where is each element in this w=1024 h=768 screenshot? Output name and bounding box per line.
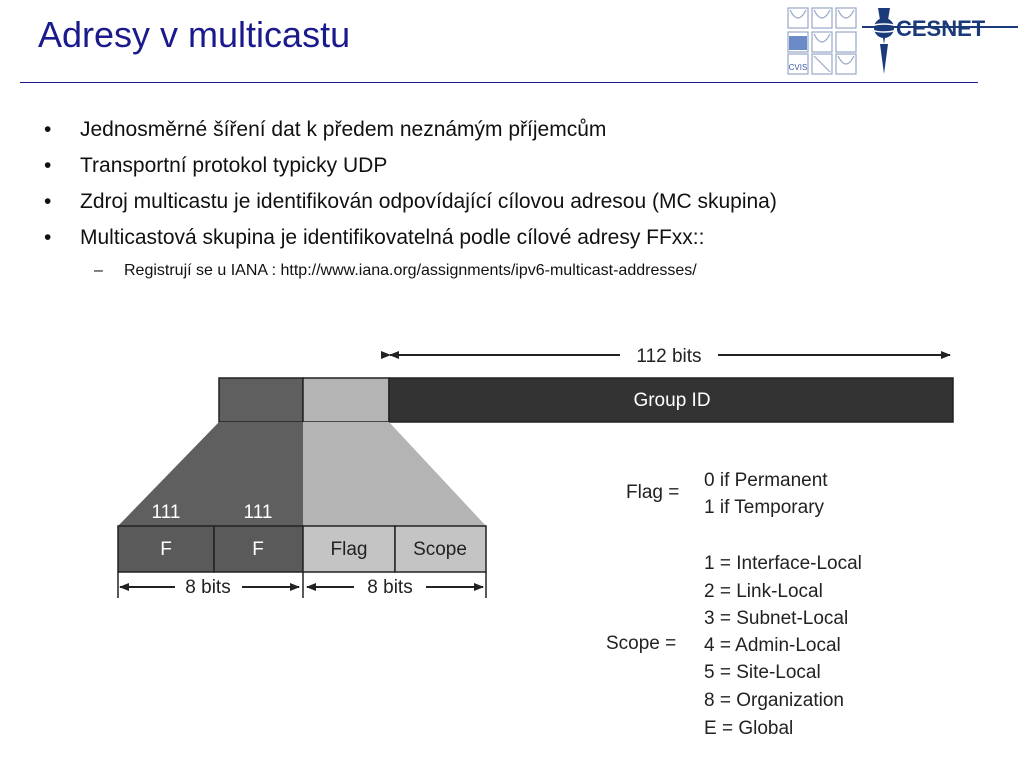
bits-label-111: 111 [151,502,181,523]
scope-value: 3 = Subnet-Local [704,608,849,629]
scope-value: 1 = Interface-Local [704,553,862,574]
bullet-text: Transportní protokol typicky UDP [80,154,388,177]
ff-segment [219,378,303,422]
scope-legend-label: Scope = [606,633,677,654]
cesnet-logo-text: CESNET [896,16,986,41]
bullet-list [40,116,777,260]
bits-label-111: 111 [243,502,273,523]
cvis-logo-text: CVIS [788,63,808,72]
scope-value: 5 = Site-Local [704,662,821,683]
scope-value: 2 = Link-Local [704,581,823,602]
bullet-item [40,224,777,252]
group-id-label: Group ID [633,390,711,411]
cvis-logo [786,6,858,76]
ff-expansion [118,422,303,526]
sub-bullet-text: Registrují se u IANA : http://www.iana.org/assignments/ipv6-multicast-addresses/ [124,262,697,279]
bullet-text: Jednosměrné šíření dat k předem neznámým příjemcům [80,118,607,141]
bullet-item [40,188,777,216]
cesnet-logo [862,4,1018,76]
scope-value: 4 = Admin-Local [704,635,841,656]
page-title: Adresy v multicastu [38,14,351,55]
field-f-label: F [160,539,172,560]
sub-bullet [94,262,697,280]
field-scope-label: Scope [413,539,467,560]
sub-bullet-marker: – [94,262,103,279]
bullet-marker: • [44,190,52,213]
flag-value: 1 if Temporary [704,497,825,518]
right-span-label: 8 bits [367,577,413,598]
flag-scope-segment [303,378,389,422]
multicast-address-diagram [0,330,1024,760]
field-flag-label: Flag [330,539,368,560]
bullet-marker: • [44,226,52,249]
scope-value: E = Global [704,718,794,739]
bullet-text: Zdroj multicastu je identifikován odpovídající cílovou adresou (MC skupina) [80,190,777,213]
bullet-text: Multicastová skupina je identifikovatelná podle cílové adresy FFxx:: [80,226,705,249]
flag-scope-expansion [303,422,486,526]
bullet-item [40,116,777,144]
title-divider [20,82,978,83]
bullet-marker: • [44,118,52,141]
left-span-label: 8 bits [185,577,231,598]
scope-value: 8 = Organization [704,690,844,711]
field-f-label: F [252,539,264,560]
flag-legend-label: Flag = [626,482,680,503]
bullet-marker: • [44,154,52,177]
flag-value: 0 if Permanent [704,470,828,491]
top-span-label: 112 bits [636,346,702,367]
bullet-item [40,152,777,180]
